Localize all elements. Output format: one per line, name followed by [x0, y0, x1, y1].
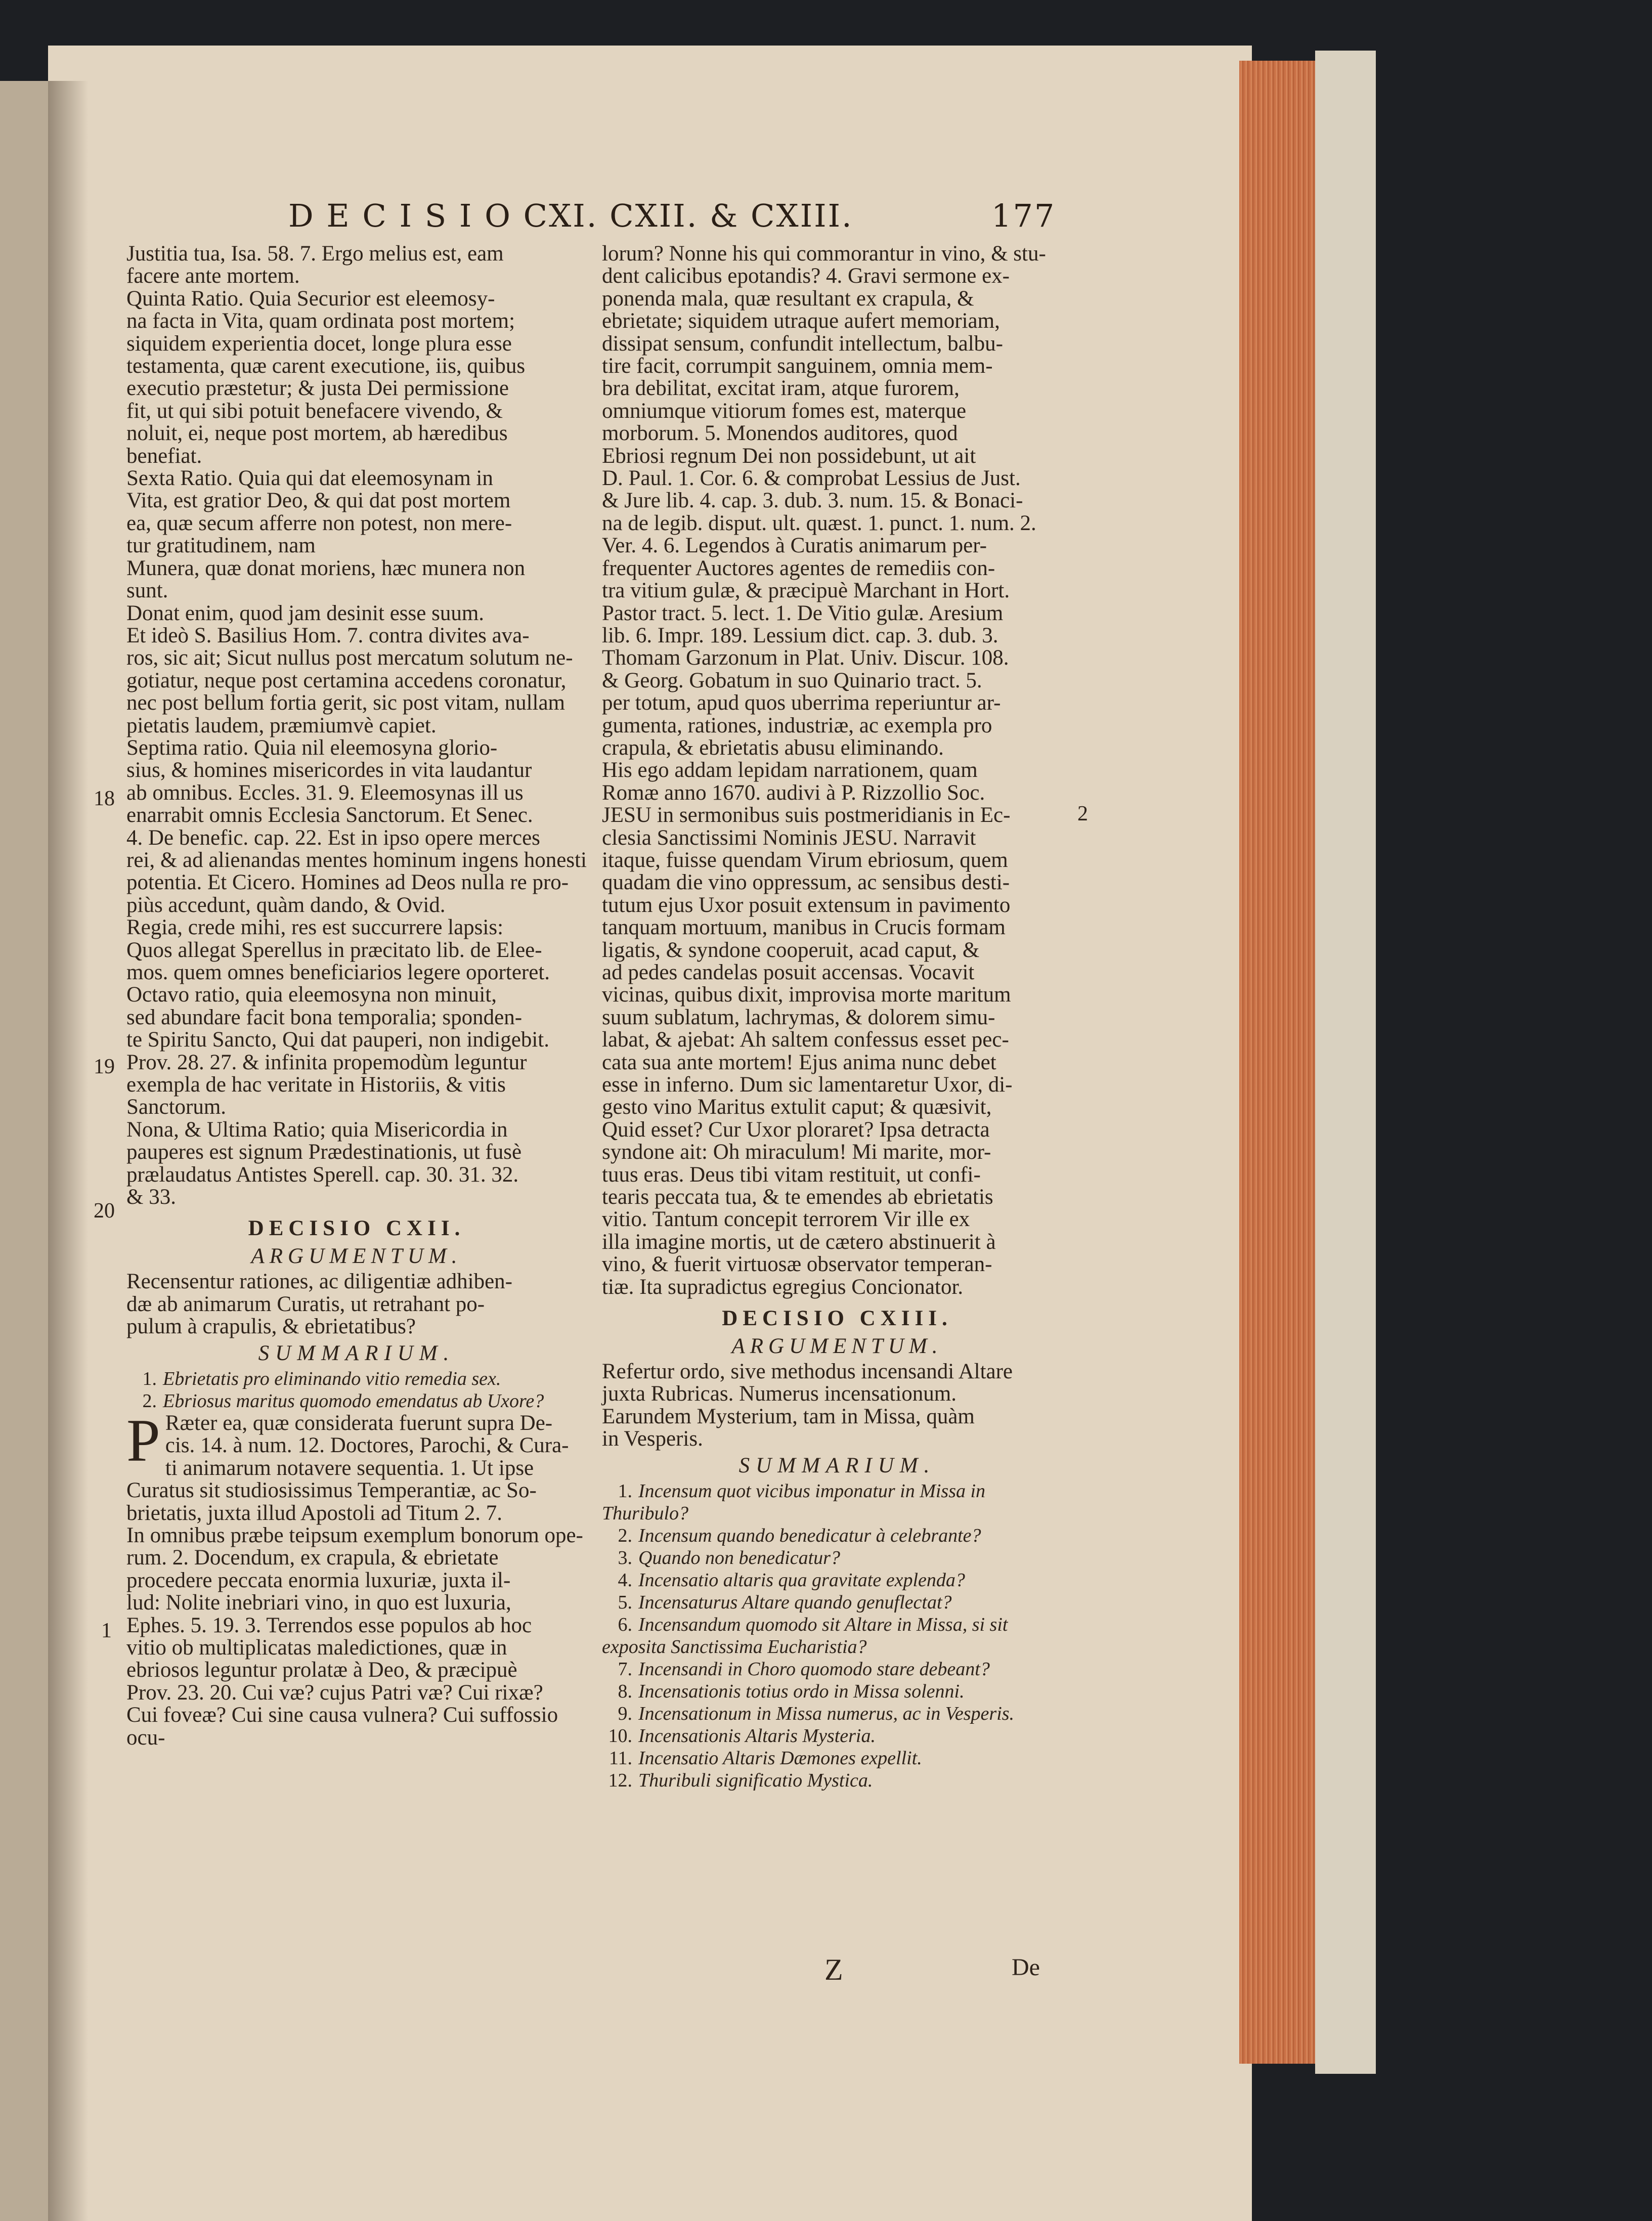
summarium-item-text: Incensatio Altaris Dæmones expellit. [638, 1747, 922, 1769]
text-line: cata sua ante mortem! Ejus anima nunc debet [602, 1050, 996, 1074]
summarium-item-text: Incensandum quomodo sit Altare in Missa, si sit exposita Sanctissima Eucharistia? [602, 1614, 1008, 1658]
text-line: Sanctorum. [126, 1095, 227, 1119]
text-line: Et ideò S. Basilius Hom. 7. contra divites ava- [126, 623, 530, 647]
summarium-item-number: 8. [618, 1680, 632, 1702]
text-line: vino, & fuerit virtuosæ observator temperan- [602, 1252, 992, 1277]
decisio-cxii-body [126, 1406, 587, 1750]
text-line: brietatis, juxta illud Apostoli ad Titum 2. 7. [126, 1501, 502, 1525]
text-line: fit, ut qui sibi potuit benefacere vivendo, & [126, 399, 503, 423]
page-number: 177 [991, 197, 1056, 234]
facing-page-edge [0, 81, 56, 2221]
text-line: tutum ejus Uxor posuit extensum in pavimento [602, 893, 1011, 917]
summarium-item-number: 6. [618, 1614, 632, 1635]
margin-number: 19 [94, 1055, 115, 1078]
text-line: potentia. Et Cicero. Homines ad Deos nulla re pro- [126, 870, 569, 895]
drop-cap: P [126, 1406, 160, 1474]
text-line: ti animarum notavere sequentia. 1. Ut ipse [165, 1456, 534, 1480]
text-line: ros, sic ait; Sicut nullus post mercatum solutum ne- [126, 646, 573, 670]
summarium-item [602, 1569, 1072, 1591]
text-line: gotiatur, neque post certamina accedens coronatur, [126, 668, 567, 692]
summarium-item-text: Incensationum in Missa numerus, ac in Vesperis. [638, 1703, 1015, 1724]
text-line: bra debilitat, excitat iram, atque furorem, [602, 376, 960, 401]
text-line: quadam die vino oppressum, ac sensibus desti- [602, 870, 1010, 895]
argumentum-line: pulum à crapulis, & ebrietatibus? [126, 1315, 416, 1339]
text-line: tiæ. Ita supradictus egregius Concionator. [602, 1275, 964, 1299]
text-line: na facta in Vita, quam ordinata post mortem; [126, 309, 515, 333]
summarium-item-text: Incensandi in Choro quomodo stare debeant? [638, 1658, 990, 1680]
summarium-item-number: 1. [618, 1480, 632, 1502]
text-line: testamenta, quæ carent executione, iis, quibus [126, 354, 526, 378]
text-line: benefiat. [126, 444, 202, 468]
text-line: cis. 14. à num. 12. Doctores, Parochi, & Cura- [165, 1433, 569, 1458]
spine-shadow [48, 81, 89, 2221]
text-line: Curatus sit studiosissimus Temperantiæ, ac So- [126, 1478, 537, 1503]
text-line: frequenter Auctores agentes de remediis con- [602, 556, 995, 580]
right-column [602, 243, 1072, 1792]
summarium-item-number: 11. [608, 1747, 632, 1769]
text-line: His ego addam lepidam narrationem, quam [602, 758, 978, 782]
text-line: pietatis laudem, præmiumvè capiet. [126, 713, 437, 737]
text-line: executio præstetur; & justa Dei permissione [126, 376, 509, 401]
text-line: Octavo ratio, quia eleemosyna non minuit, [126, 983, 497, 1007]
text-line: omniumque vitiorum fomes est, materque [602, 399, 967, 423]
text-line: Septima ratio. Quia nil eleemosyna glorio- [126, 735, 498, 760]
summarium-item-text: Incensaturus Altare quando genuflectat? [638, 1591, 952, 1613]
text-line: itaque, fuisse quendam Virum ebriosum, quem [602, 848, 1008, 872]
text-line: clesia Sanctissimi Nominis JESU. Narravit [602, 825, 976, 850]
text-line: morborum. 5. Monendos auditores, quod [602, 421, 958, 446]
text-line: 4. De benefic. cap. 22. Est in ipso opere merces [126, 825, 540, 850]
text-line: Sexta Ratio. Quia qui dat eleemosynam in [126, 466, 493, 491]
summarium-list [602, 1480, 1072, 1792]
margin-number: 20 [94, 1199, 115, 1223]
text-line: sunt. [126, 579, 168, 603]
summarium-item-text: Incensationis totius ordo in Missa solenni. [638, 1680, 965, 1702]
argumentum-line: in Vesperis. [602, 1427, 703, 1451]
text-line: Munera, quæ donat moriens, hæc munera non [126, 556, 526, 580]
text-line: ebrietate; siquidem utraque aufert memoriam, [602, 309, 1000, 333]
summarium-item [602, 1703, 1072, 1725]
text-line: syndone ait: Oh miraculum! Mi marite, mor- [602, 1140, 991, 1164]
text-line: Vita, est gratior Deo, & qui dat post mortem [126, 489, 511, 513]
text-line: dent calicibus epotandis? 4. Gravi sermone ex- [602, 264, 1010, 288]
text-line: dissipat sensum, confundit intellectum, balbu- [602, 331, 1003, 356]
argumentum-label: ARGUMENTUM. [731, 1334, 943, 1358]
text-line: Quid esset? Cur Uxor ploraret? Ipsa detracta [602, 1117, 990, 1142]
margin-number: 2 [1077, 802, 1088, 825]
text-line: Ebriosi regnum Dei non possidebunt, ut ait [602, 444, 976, 468]
text-line: pauperes est signum Prædestinationis, ut fusè [126, 1140, 522, 1164]
text-line: te Spiritu Sancto, Qui dat pauperi, non indigebit. [126, 1028, 549, 1052]
summarium-item [602, 1591, 1072, 1614]
text-line: lud: Nolite inebriari vino, in quo est luxuria, [126, 1591, 511, 1615]
summarium-item-text: Incensatio altaris qua gravitate explenda? [638, 1569, 965, 1591]
summarium-item [602, 1747, 1072, 1769]
text-line: esse in inferno. Dum sic lamentaretur Uxor, di- [602, 1073, 1013, 1097]
text-line: mos. quem omnes beneficiarios legere oporteret. [126, 961, 550, 984]
left-column-text [126, 243, 587, 1208]
text-line: Donat enim, quod jam desinit esse suum. [126, 601, 485, 625]
text-line: labat, & ajebat: Ah saltem confessus esset pec- [602, 1028, 1009, 1052]
text-line: vicinas, quibus dixit, improvisa morte maritum [602, 983, 1011, 1007]
text-line: tra vitium gulæ, & præcipuè Marchant in Hort. [602, 579, 1010, 603]
text-line: exempla de hac veritate in Historiis, & vitis [126, 1073, 506, 1097]
text-line: Ræter ea, quæ considerata fuerunt supra De- [165, 1411, 553, 1435]
argumentum-label: ARGUMENTUM. [251, 1244, 462, 1268]
text-line: suum sublatum, lachrymas, & dolorem simu- [602, 1005, 995, 1029]
text-line: siquidem experientia docet, longe plura esse [126, 331, 512, 356]
text-line: sed abundare facit bona temporalia; sponden- [126, 1005, 523, 1029]
summarium-item-number: 5. [618, 1591, 632, 1613]
summarium-item-text: Ebriosus maritus quomodo emendatus ab Uxore? [163, 1390, 544, 1412]
argumentum-line: Recensentur rationes, ac diligentiæ adhiben- [126, 1270, 512, 1294]
text-line: ab omnibus. Eccles. 31. 9. Eleemosynas ill us [126, 780, 524, 805]
text-line: Nona, & Ultima Ratio; quia Misericordia in [126, 1117, 508, 1142]
text-line: prælaudatus Antistes Sperell. cap. 30. 31. 32. [126, 1162, 519, 1187]
summarium-item-text: Thuribuli significatio Mystica. [638, 1769, 873, 1791]
text-line: tuus eras. Deus tibi vitam restituit, ut confi- [602, 1162, 981, 1187]
argumentum-line: juxta Rubricas. Numerus incensationum. [602, 1382, 957, 1406]
summarium-item [602, 1680, 1072, 1703]
text-line: Quinta Ratio. Quia Securior est eleemosy- [126, 286, 495, 311]
text-line: ad pedes candelas posuit accensas. Vocavit [602, 961, 975, 984]
text-line: ponenda mala, quæ resultant ex crapula, & [602, 286, 974, 311]
summarium-item-text: Incensum quando benedicatur à celebrante? [638, 1525, 981, 1546]
text-line: Justitia tua, Isa. 58. 7. Ergo melius est, eam [126, 242, 504, 266]
summarium-label: SUMMARIUM. [258, 1341, 455, 1365]
text-line: ea, quæ secum afferre non potest, non mere- [126, 511, 512, 535]
argumentum-line: dæ ab animarum Curatis, ut retrahant po- [126, 1292, 485, 1316]
summarium-item-number: 4. [618, 1569, 632, 1591]
decisio-cxiii-title: DECISIO CXIII. [722, 1307, 952, 1331]
text-line: Prov. 23. 20. Cui væ? cujus Patri væ? Cui rixæ? [126, 1680, 543, 1705]
text-line: Romæ anno 1670. audivi à P. Rizzollio Soc. [602, 780, 985, 805]
text-line: Regia, crede mihi, res est succurrere lapsis: [126, 916, 504, 940]
summarium-list [126, 1368, 587, 1412]
text-line: gesto vino Maritus extulit caput; & quæsivit, [602, 1095, 992, 1119]
text-line: nec post bellum fortia gerit, sic post vitam, nullam [126, 691, 565, 715]
summarium-item [602, 1769, 1072, 1792]
text-line: & Jure lib. 4. cap. 3. dub. 3. num. 15. & Bonaci- [602, 489, 1023, 513]
text-line: vitio. Tantum concepit terrorem Vir ille ex [602, 1207, 970, 1232]
decisio-cxii-title: DECISIO CXII. [248, 1216, 465, 1241]
text-line: tearis peccata tua, & te emendes ab ebrietatis [602, 1185, 993, 1209]
text-line: tur gratitudinem, nam [126, 534, 316, 558]
text-line: JESU in sermonibus suis postmeridianis in Ec- [602, 803, 1011, 828]
argumentum-text [602, 1361, 1072, 1451]
text-line: Prov. 28. 27. & infinita propemodùm leguntur [126, 1050, 527, 1074]
summarium-item [602, 1525, 1072, 1547]
text-line: ligatis, & syndone cooperuit, acad caput, & [602, 938, 980, 962]
argumentum-line: Refertur ordo, sive methodus incensandi Altare [602, 1359, 1013, 1383]
text-line: vitio ob multiplicatas maledictiones, quæ in [126, 1635, 507, 1660]
summarium-item [602, 1480, 1072, 1525]
summarium-item [602, 1658, 1072, 1680]
text-line: rum. 2. Docendum, ex crapula, & ebrietate [126, 1546, 499, 1570]
argumentum-text [126, 1271, 587, 1338]
margin-number: 1 [101, 1619, 112, 1642]
text-line: facere ante mortem. [126, 264, 300, 288]
text-line: sius, & homines misericordes in vita laudantur [126, 758, 532, 782]
right-column-text [602, 243, 1072, 1298]
summarium-item-text: Incensationis Altaris Mysteria. [638, 1725, 876, 1747]
summarium-item [126, 1390, 587, 1412]
text-line: gumenta, rationes, industriæ, ac exempla pro [602, 713, 992, 737]
summarium-item [126, 1368, 587, 1390]
text-line: crapula, & ebrietatis abusu eliminando. [602, 735, 944, 760]
summarium-item-number: 12. [608, 1769, 632, 1791]
summarium-item-number: 10. [608, 1725, 632, 1747]
text-line: Thomam Garzonum in Plat. Univ. Discur. 108. [602, 646, 1009, 670]
text-line: In omnibus præbe teipsum exemplum bonorum ope- [126, 1523, 583, 1547]
text-line: per totum, apud quos uberrima reperiuntur ar- [602, 691, 1001, 715]
text-line: & 33. [126, 1185, 176, 1209]
summarium-item-number: 2. [618, 1525, 632, 1546]
text-line: Pastor tract. 5. lect. 1. De Vitio gulæ. Aresium [602, 601, 1004, 625]
text-line: procedere peccata enormia luxuriæ, juxta il- [126, 1568, 511, 1592]
text-line: lorum? Nonne his qui commorantur in vino, & stu- [602, 242, 1046, 266]
text-line: tire facit, corrumpit sanguinem, omnia mem- [602, 354, 993, 378]
text-line: illa imagine mortis, ut de cætero abstinuerit à [602, 1230, 996, 1254]
argumentum-line: Earundem Mysterium, tam in Missa, quàm [602, 1404, 975, 1428]
text-line: & Georg. Gobatum in suo Quinario tract. 5. [602, 668, 982, 692]
left-column [126, 243, 587, 1749]
text-line: tanquam mortuum, manibus in Crucis formam [602, 916, 1006, 940]
running-title: D E C I S I O CXI. CXII. & CXIII. [288, 197, 853, 234]
text-line: rei, & ad alienandas mentes hominum ingens honesti [126, 848, 587, 872]
margin-number: 18 [94, 787, 115, 810]
text-line: D. Paul. 1. Cor. 6. & comprobat Lessius de Just. [602, 466, 1021, 491]
catchword: De [1012, 1954, 1040, 1981]
signature-mark: Z [824, 1953, 843, 1986]
summarium-item-text: Ebrietatis pro eliminando vitio remedia sex. [163, 1368, 501, 1389]
summarium-item-number: 3. [618, 1547, 632, 1569]
text-line: lib. 6. Impr. 189. Lessium dict. cap. 3. dub. 3. [602, 623, 998, 647]
summarium-item-number: 1. [142, 1368, 157, 1389]
text-line: piùs accedunt, quàm dando, & Ovid. [126, 893, 446, 917]
summarium-item-number: 2. [142, 1390, 157, 1412]
summarium-item [602, 1614, 1072, 1658]
text-line: na de legib. disput. ult. quæst. 1. punct. 1. num. 2. [602, 511, 1036, 535]
summarium-item-number: 7. [618, 1658, 632, 1680]
summarium-item-number: 9. [618, 1703, 632, 1724]
book-cover-edge [1315, 51, 1376, 2074]
text-line: Cui foveæ? Cui sine causa vulnera? Cui suffossio ocu- [126, 1703, 558, 1750]
text-line: Quos allegat Sperellus in præcitato lib. de Elee- [126, 938, 542, 962]
text-line: noluit, ei, neque post mortem, ab hæredibus [126, 421, 508, 446]
summarium-item [602, 1725, 1072, 1747]
summarium-item-text: Incensum quot vicibus imponatur in Missa in Thuribulo? [602, 1480, 986, 1524]
text-line: enarrabit omnis Ecclesia Sanctorum. Et Senec. [126, 803, 533, 828]
summarium-label: SUMMARIUM. [738, 1453, 936, 1477]
summarium-item-text: Quando non benedicatur? [638, 1547, 840, 1569]
page-edges-stack [1239, 61, 1325, 2064]
summarium-item [602, 1547, 1072, 1569]
text-line: Ephes. 5. 19. 3. Terrendos esse populos ab hoc [126, 1613, 532, 1637]
text-line: Ver. 4. 6. Legendos à Curatis animarum per- [602, 534, 987, 558]
text-line: ebriosos leguntur prolatæ à Deo, & præcipuè [126, 1658, 517, 1682]
